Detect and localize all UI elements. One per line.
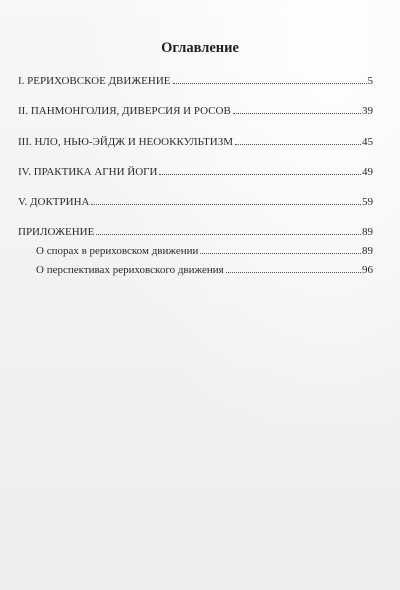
toc-entry xyxy=(18,74,373,88)
toc-entry-label: V. ДОКТРИНА xyxy=(18,196,90,208)
toc-subentry xyxy=(18,263,373,277)
toc-entry-label: II. ПАНМОНГОЛИЯ, ДИВЕРСИЯ И РОСОВ xyxy=(18,105,231,117)
toc-page-number: 59 xyxy=(362,196,373,208)
toc-page-number: 39 xyxy=(362,105,373,117)
page-title: Оглавление xyxy=(161,40,239,56)
toc-leader-dots xyxy=(226,271,361,273)
toc-page-number: 5 xyxy=(367,75,373,87)
toc-entry xyxy=(18,135,373,149)
toc-entry-label: ПРИЛОЖЕНИЕ xyxy=(18,226,95,238)
toc-leader-dots xyxy=(200,252,361,254)
toc-leader-dots xyxy=(91,203,361,205)
toc-leader-dots xyxy=(233,112,361,114)
toc-page-number: 49 xyxy=(362,166,373,178)
toc-subentry xyxy=(18,244,373,258)
toc-entry-label: IV. ПРАКТИКА АГНИ ЙОГИ xyxy=(18,166,158,178)
toc-entry xyxy=(18,104,373,118)
toc-leader-dots xyxy=(173,82,367,84)
toc-page-number: 89 xyxy=(362,226,373,238)
toc-entry-label: III. НЛО, НЬЮ-ЭЙДЖ И НЕООККУЛЬТИЗМ xyxy=(18,136,234,148)
toc-page-number: 45 xyxy=(362,136,373,148)
toc-entry xyxy=(18,225,373,239)
toc-entry xyxy=(18,165,373,179)
toc-page-number: 89 xyxy=(362,245,373,257)
toc-entry xyxy=(18,195,373,209)
table-of-contents xyxy=(18,74,373,277)
toc-leader-dots xyxy=(159,173,361,175)
toc-leader-dots xyxy=(235,143,361,145)
toc-entry-label: О спорах в рериховском движении xyxy=(36,245,199,257)
toc-entry-label: О перспективах рериховского движения xyxy=(36,264,224,276)
toc-leader-dots xyxy=(96,233,361,235)
toc-entry-label: I. РЕРИХОВСКОЕ ДВИЖЕНИЕ xyxy=(18,75,171,87)
toc-page-number: 96 xyxy=(362,264,373,276)
